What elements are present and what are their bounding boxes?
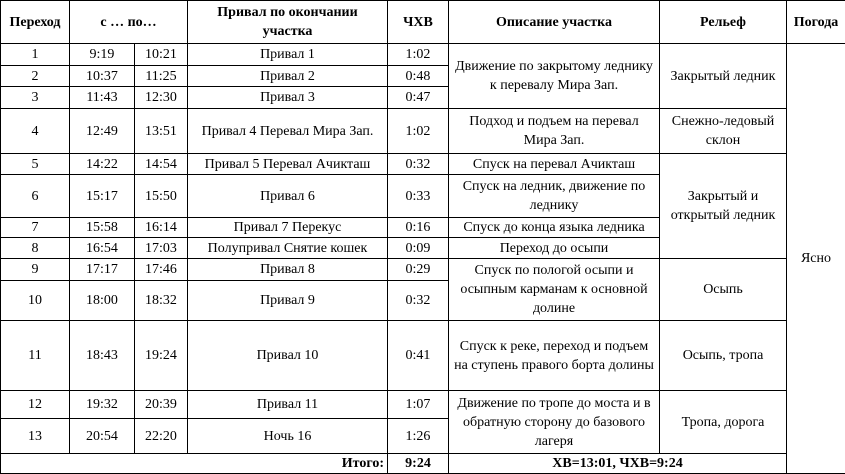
chv-value: 1:07 <box>388 391 449 419</box>
rest-note: Привал 8 <box>188 259 388 281</box>
end-time: 17:46 <box>135 259 188 281</box>
table-row <box>1 321 845 391</box>
totals-label: Итого: <box>1 454 388 474</box>
start-time: 20:54 <box>70 419 135 454</box>
end-time: 17:03 <box>135 238 188 259</box>
start-time: 19:32 <box>70 391 135 419</box>
relief-cell: Тропа, дорога <box>660 391 787 454</box>
end-time: 10:21 <box>135 44 188 66</box>
section-description: Движение по тропе до моста и в обратную сторону до базового лагеря <box>449 391 660 454</box>
start-time: 9:19 <box>70 44 135 66</box>
rest-note: Привал 2 <box>188 66 388 87</box>
header-description: Описание участка <box>449 1 660 44</box>
start-time: 15:58 <box>70 218 135 238</box>
relief-cell: Осыпь, тропа <box>660 321 787 391</box>
chv-value: 0:32 <box>388 281 449 321</box>
header-rest: Привал по окончании участка <box>188 1 388 44</box>
section-description: Спуск на ледник, движение по леднику <box>449 175 660 218</box>
table-row <box>1 44 845 66</box>
chv-value: 0:16 <box>388 218 449 238</box>
section-description: Спуск по пологой осыпи и осыпным карманам к основной долине <box>449 259 660 321</box>
segment-number: 11 <box>1 321 70 391</box>
header-segment: Переход <box>1 1 70 44</box>
relief-cell: Осыпь <box>660 259 787 321</box>
rest-note: Привал 11 <box>188 391 388 419</box>
start-time: 16:54 <box>70 238 135 259</box>
end-time: 19:24 <box>135 321 188 391</box>
chv-value: 0:48 <box>388 66 449 87</box>
header-relief: Рельеф <box>660 1 787 44</box>
chv-value: 0:41 <box>388 321 449 391</box>
end-time: 12:30 <box>135 87 188 109</box>
rest-note: Привал 1 <box>188 44 388 66</box>
weather-cell: Ясно <box>787 44 845 474</box>
rest-note: Привал 7 Перекус <box>188 218 388 238</box>
header-weather: Погода <box>787 1 845 44</box>
segment-number: 5 <box>1 154 70 175</box>
segment-number: 7 <box>1 218 70 238</box>
end-time: 14:54 <box>135 154 188 175</box>
rest-note: Полупривал Снятие кошек <box>188 238 388 259</box>
start-time: 18:00 <box>70 281 135 321</box>
end-time: 22:20 <box>135 419 188 454</box>
start-time: 15:17 <box>70 175 135 218</box>
end-time: 13:51 <box>135 109 188 154</box>
rest-note: Привал 5 Перевал Ачикташ <box>188 154 388 175</box>
segment-number: 13 <box>1 419 70 454</box>
section-description: Переход до осыпи <box>449 238 660 259</box>
chv-value: 0:09 <box>388 238 449 259</box>
start-time: 18:43 <box>70 321 135 391</box>
chv-value: 1:02 <box>388 109 449 154</box>
segment-number: 9 <box>1 259 70 281</box>
section-description: Движение по закрытому леднику к перевалу Мира Зап. <box>449 44 660 109</box>
end-time: 15:50 <box>135 175 188 218</box>
segment-number: 4 <box>1 109 70 154</box>
rest-note: Привал 10 <box>188 321 388 391</box>
section-description: Спуск на перевал Ачикташ <box>449 154 660 175</box>
segment-number: 6 <box>1 175 70 218</box>
chv-value: 0:33 <box>388 175 449 218</box>
rest-note: Ночь 16 <box>188 419 388 454</box>
segment-number: 8 <box>1 238 70 259</box>
header-from-to: с … по… <box>70 1 188 44</box>
segment-number: 10 <box>1 281 70 321</box>
header-chv: ЧХВ <box>388 1 449 44</box>
table-row <box>1 391 845 419</box>
relief-cell: Снежно-ледовый склон <box>660 109 787 154</box>
chv-value: 1:02 <box>388 44 449 66</box>
start-time: 12:49 <box>70 109 135 154</box>
chv-value: 0:47 <box>388 87 449 109</box>
rest-note: Привал 9 <box>188 281 388 321</box>
totals-chv: 9:24 <box>388 454 449 474</box>
chv-value: 0:32 <box>388 154 449 175</box>
table-row <box>1 259 845 281</box>
segment-number: 1 <box>1 44 70 66</box>
table-row <box>1 154 845 175</box>
relief-cell: Закрытый ледник <box>660 44 787 109</box>
relief-cell: Закрытый и открытый ледник <box>660 154 787 259</box>
rest-note: Привал 4 Перевал Мира Зап. <box>188 109 388 154</box>
segment-number: 3 <box>1 87 70 109</box>
segment-number: 12 <box>1 391 70 419</box>
section-description: Подход и подъем на перевал Мира Зап. <box>449 109 660 154</box>
table-row <box>1 109 845 154</box>
segment-number: 2 <box>1 66 70 87</box>
start-time: 17:17 <box>70 259 135 281</box>
start-time: 14:22 <box>70 154 135 175</box>
section-description: Спуск к реке, переход и подъем на ступень правого борта долины <box>449 321 660 391</box>
end-time: 16:14 <box>135 218 188 238</box>
section-description: Спуск до конца языка ледника <box>449 218 660 238</box>
chv-value: 1:26 <box>388 419 449 454</box>
end-time: 11:25 <box>135 66 188 87</box>
header-row <box>1 1 845 44</box>
rest-note: Привал 6 <box>188 175 388 218</box>
start-time: 11:43 <box>70 87 135 109</box>
totals-row <box>1 454 845 474</box>
start-time: 10:37 <box>70 66 135 87</box>
rest-note: Привал 3 <box>188 87 388 109</box>
end-time: 20:39 <box>135 391 188 419</box>
chv-value: 0:29 <box>388 259 449 281</box>
totals-summary: ХВ=13:01, ЧХВ=9:24 <box>449 454 787 474</box>
end-time: 18:32 <box>135 281 188 321</box>
